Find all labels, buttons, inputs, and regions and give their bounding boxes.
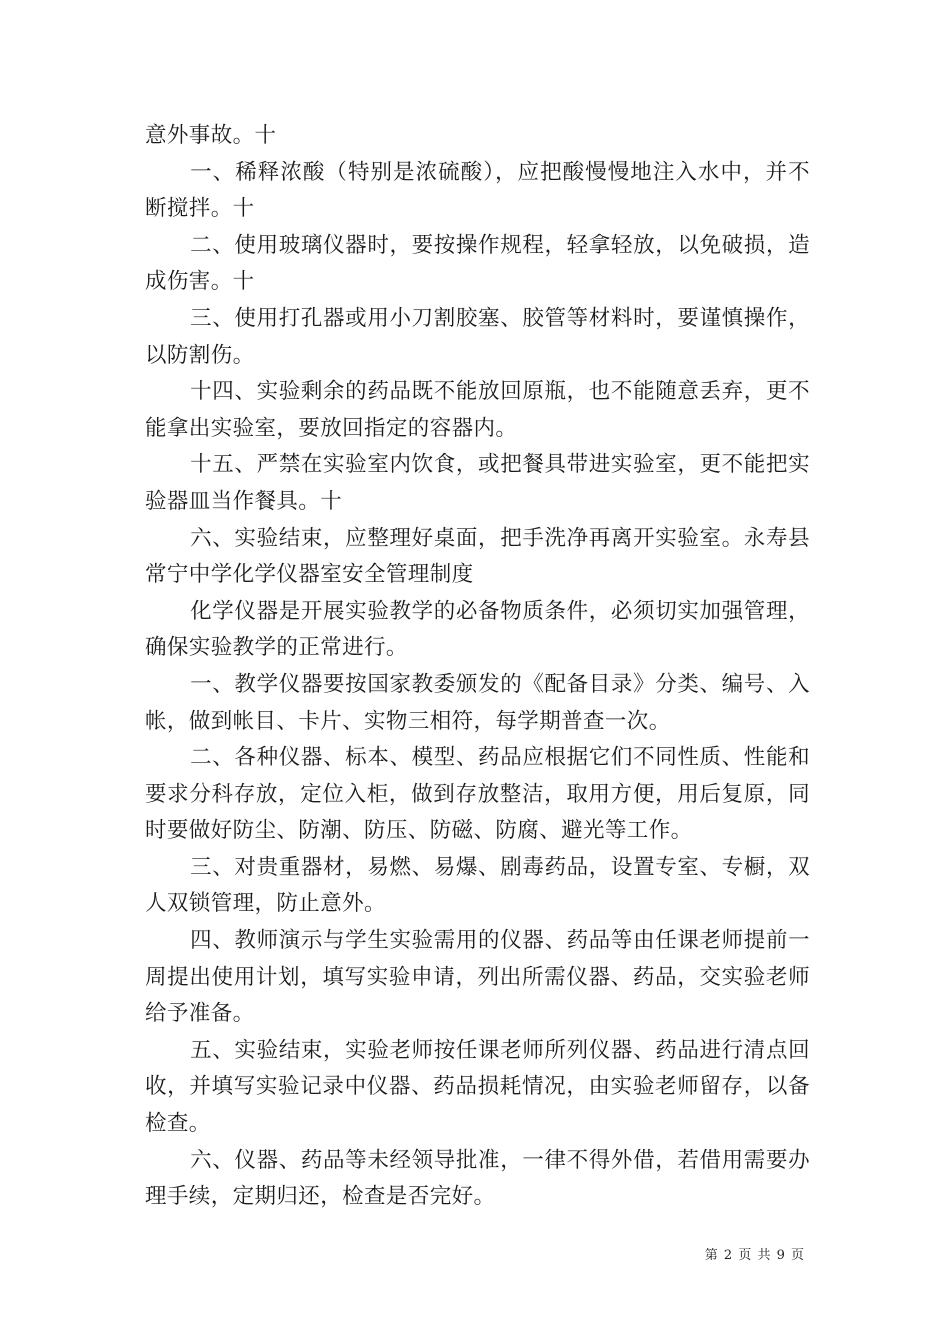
paragraph-9: 二、各种仪器、标本、模型、药品应根据它们不同性质、性能和要求分科存放，定位入柜，做到存放整洁，取用方便，用后复原，同时要做好防尘、防潮、防压、防磁、防腐、避光等工作。 <box>145 745 810 844</box>
paragraph-8: 一、教学仪器要按国家教委颁发的《配备目录》分类、编号、入帐，做到帐目、卡片、实物三相符，每学期普查一次。 <box>145 671 810 734</box>
paragraph-4: 十四、实验剩余的药品既不能放回原瓶，也不能随意丢弃，更不能拿出实验室，要放回指定的容器内。 <box>145 379 810 441</box>
paragraph-0: 意外事故。十 <box>145 123 277 148</box>
paragraph-13: 六、仪器、药品等未经领导批准，一律不得外借，若借用需要办理手续，定期归还，检查是否完好。 <box>145 1147 810 1210</box>
paragraph-11: 四、教师演示与学生实验需用的仪器、药品等由任课老师提前一周提出使用计划，填写实验申请，列出所需仪器、药品，交实验老师给予准备。 <box>145 928 810 1027</box>
paragraph-10: 三、对贵重器材，易燃、易爆、剧毒药品，设置专室、专橱，双人双锁管理，防止意外。 <box>145 854 810 917</box>
paragraph-7: 化学仪器是开展实验教学的必备物质条件，必须切实加强管理，确保实验教学的正常进行。 <box>145 598 810 661</box>
paragraph-12: 五、实验结束，实验老师按任课老师所列仪器、药品进行清点回收，并填写实验记录中仪器、药品损耗情况，由实验老师留存，以备检查。 <box>145 1037 810 1137</box>
paragraph-1: 一、稀释浓酸（特别是浓硫酸），应把酸慢慢地注入水中，并不断搅拌。十 <box>145 159 810 222</box>
paragraph-5: 十五、严禁在实验室内饮食，或把餐具带进实验室，更不能把实验器皿当作餐具。十 <box>145 452 810 514</box>
page-number-footer: 第 2 页 共 9 页 <box>704 1248 805 1263</box>
paragraph-2: 二、使用玻璃仪器时，要按操作规程，轻拿轻放，以免破损，造成伤害。十 <box>145 232 810 295</box>
document-body <box>145 118 810 1216</box>
paragraph-6: 六、实验结束，应整理好桌面，把手洗净再离开实验室。永寿县常宁中学化学仪器室安全管理制度 <box>145 525 810 588</box>
paragraph-3: 三、使用打孔器或用小刀割胶塞、胶管等材料时，要谨慎操作，以防割伤。 <box>145 305 810 368</box>
